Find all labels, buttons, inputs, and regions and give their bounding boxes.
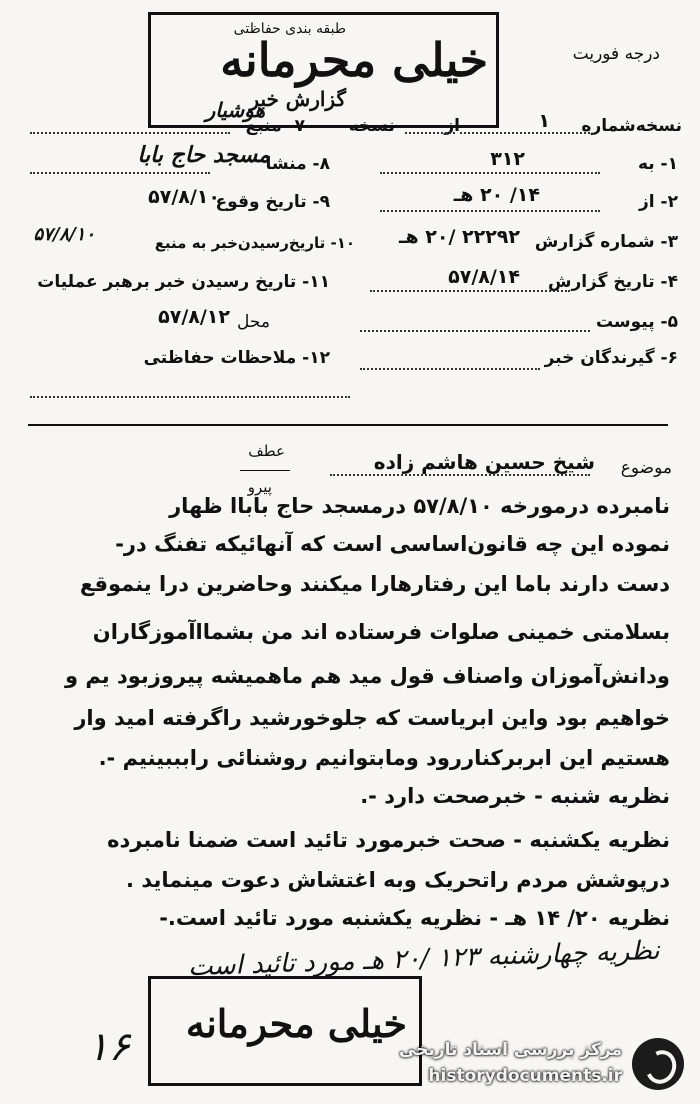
report-line-7: هستیم این ابربرکناررود ومابتوانیم روشنائی رابببینیم -.: [98, 746, 670, 770]
copy-number-label: نسخه‌شماره: [581, 116, 682, 136]
location-label: محل: [237, 312, 270, 332]
origin-value: مسجد حاج بابا: [137, 142, 270, 168]
field-recipients-label: ۶- گیرندگان خبر: [544, 348, 678, 368]
subject-value: شیخ حسین هاشم زاده: [373, 450, 595, 474]
followup-label: پیرو: [247, 478, 272, 496]
source-value: هوشیار: [205, 98, 265, 122]
classification-stamp: [148, 12, 499, 128]
field-to-label: ۱- به: [637, 154, 678, 174]
archive-logo-icon: [632, 1038, 684, 1090]
subject-label: موضوع: [620, 458, 672, 478]
stamp-title: خیلی محرمانه: [220, 33, 488, 87]
header-separator: [28, 424, 668, 426]
copy-number-value: ۱: [538, 110, 550, 132]
field-attachment-label: ۵- پیوست: [595, 312, 678, 332]
copies-label: نسخه: [348, 116, 395, 136]
occurrence-date-label: ۹- تاریخ وقوع: [215, 192, 330, 212]
report-line-1: نامبرده درمورخه ۵۷/۸/۱۰ درمسجد حاج باباا ظهار: [169, 494, 670, 518]
page-number: ۱۶: [87, 1024, 130, 1070]
report-line-4: بسلامتی خمینی صلوات فرستاده اند من بشمااآموزگاران: [92, 620, 670, 644]
source-label: ۷- منبع: [245, 116, 305, 136]
field-report-date-value: ۵۷/۸/۱۴: [448, 266, 520, 288]
field-from-value: ۱۴/ ۲۰ هـ: [453, 184, 540, 206]
watermark-url: historydocuments.ir: [428, 1066, 622, 1086]
source-receipt-date-label: ۱۰- تاریخ‌رسیدن‌خبر به منبع: [154, 234, 355, 252]
of-label: از: [444, 116, 460, 136]
report-line-9: نظریه یکشنبه - صحت خبرمورد تائید است ضمنا نامبرده: [107, 828, 670, 852]
bottom-stamp-title: خیلی محرمانه: [185, 1001, 407, 1046]
field-report-date-label: ۴- تاریخ گزارش: [547, 272, 678, 292]
stamp-subtitle: طبقه بندی حفاظتی: [233, 21, 346, 37]
field-report-number-value: ۲۲۲۹۲ /۲۰ هـ: [398, 226, 520, 248]
reference-label: عطف: [248, 442, 285, 460]
origin-label: ۸- منشا: [265, 154, 330, 174]
bottom-classification-stamp: [148, 976, 422, 1086]
leader-receipt-date-label: ۱۱- تاریخ رسیدن خبر برهبر عملیات: [37, 272, 330, 292]
report-line-6: خواهیم بود واین ابریاست که جلوخورشید راگرفته امید وار: [74, 706, 670, 730]
report-line-11: نظریه ۲۰/ ۱۴ هـ - نظریه یکشنبه مورد تائید است.-: [159, 906, 670, 930]
stamp-report-type: گزارش خبر: [249, 87, 346, 111]
report-line-3: دست دارند باما این رفتارهارا میکنند وحاضرین درا ینموقع: [79, 572, 670, 596]
watermark-title: مرکز بررسی اسناد تاریخی: [399, 1040, 622, 1060]
report-line-5: ودانش‌آموزان واصناف قول مید هم ماهمیشه پیروزبود یم و: [64, 664, 670, 688]
report-line-2: نموده این چه قانون‌اساسی است که آنهائیکه تفنگ در-: [115, 532, 670, 556]
report-line-10: درپوشش مردم راتحریک وبه اغتشاش دعوت مینماید .: [126, 868, 670, 892]
location-value: ۵۷/۸/۱۲: [158, 306, 230, 328]
protection-notes-label: ۱۲- ملاحظات حفاظتی: [143, 348, 330, 368]
field-report-number-label: ۳- شماره گزارش: [534, 232, 678, 252]
field-to-value: ۳۱۲: [490, 148, 525, 170]
report-line-8: نظریه شنبه - خبرصحت دارد -.: [360, 784, 670, 808]
field-from-label: ۲- از: [639, 192, 678, 212]
occurrence-date-value: ۵۷/۸/۱۰: [148, 186, 220, 208]
source-receipt-date-value: ۵۷/۸/۱۰: [33, 224, 95, 245]
priority-label: درجه فوریت: [572, 44, 660, 64]
handwritten-note: نظریه چهارشنبه ۱۲۳ /۲۰ هـ مورد تائید است: [187, 935, 661, 983]
